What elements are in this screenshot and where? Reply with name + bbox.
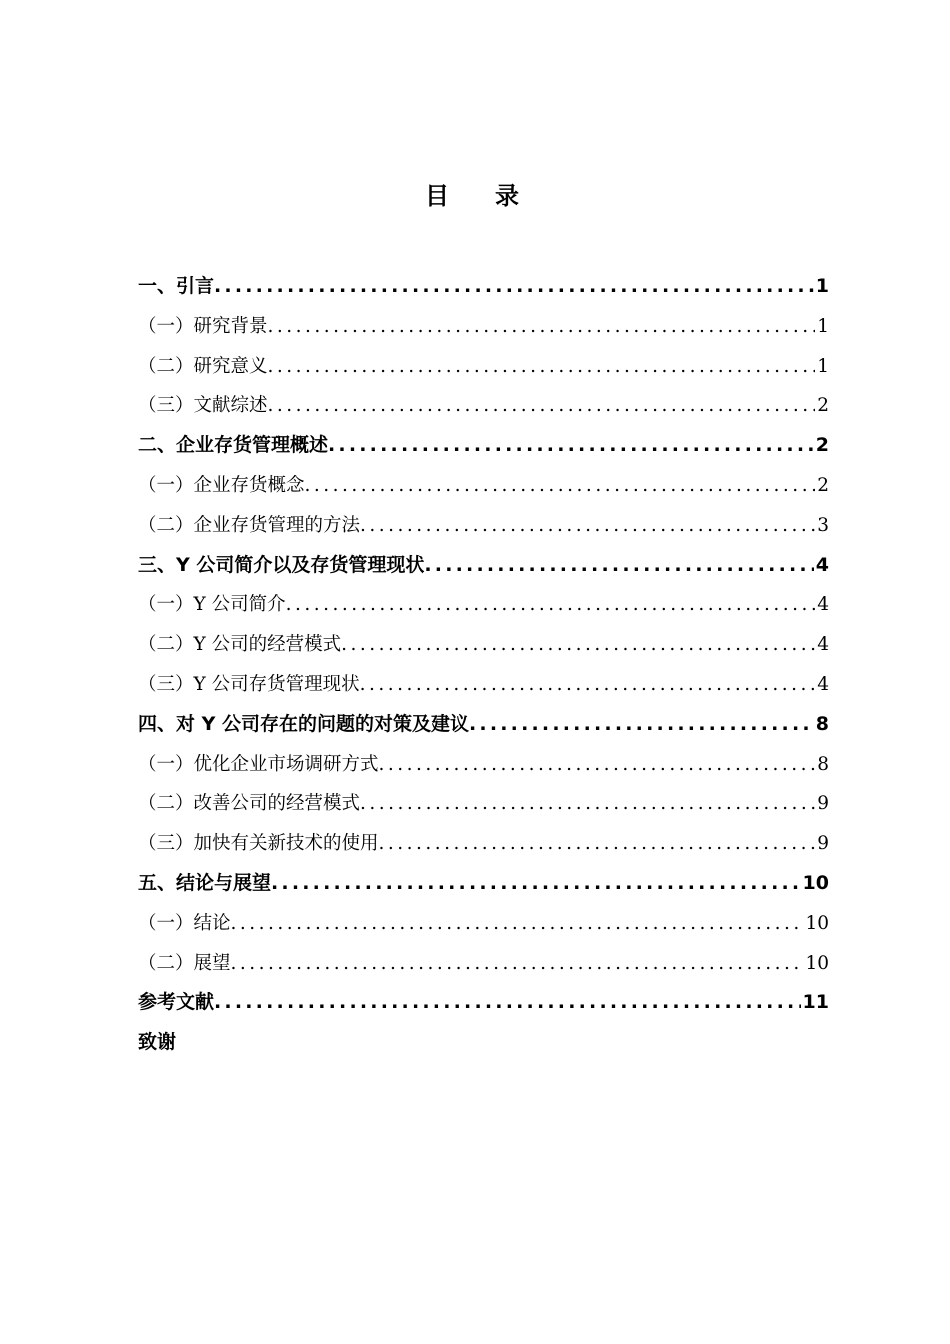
toc-entry-subsection[interactable] (138, 824, 829, 864)
toc-entry-title: （一）优化企业市场调研方式 (138, 753, 379, 775)
toc-entry-subsection[interactable] (138, 944, 829, 984)
toc-entry-title: 二、企业存货管理概述 (138, 434, 329, 457)
toc-dot-leader (360, 506, 815, 546)
toc-dot-leader (360, 784, 815, 824)
toc-page-number: 2 (817, 474, 829, 496)
toc-entry-title: 三、Y 公司简介以及存货管理现状 (138, 553, 425, 576)
toc-dot-leader (214, 983, 801, 1023)
toc-entry-subsection[interactable] (138, 745, 829, 785)
toc-entry-section[interactable] (138, 705, 829, 745)
toc-dot-leader (286, 585, 816, 625)
toc-dot-leader (271, 864, 801, 904)
toc-page-number: 9 (817, 833, 829, 855)
toc-page-number: 2 (815, 434, 829, 457)
toc-entry-subsection[interactable] (138, 665, 829, 705)
toc-title: 目录 (425, 182, 565, 210)
toc-entry-title: 致谢 (138, 1031, 177, 1054)
toc-entry-subsection[interactable] (138, 506, 829, 546)
toc-dot-leader (268, 307, 816, 347)
toc-dot-leader (214, 267, 814, 307)
toc-dot-leader (268, 386, 816, 426)
toc-entry-title: （三）Y 公司存货管理现状 (138, 673, 360, 695)
toc-entry-subsection[interactable] (138, 625, 829, 665)
toc-entry-title: （二）企业存货管理的方法 (138, 514, 361, 536)
toc-entry-title: （二）Y 公司的经营模式 (138, 634, 342, 656)
toc-entry-section[interactable] (138, 546, 829, 586)
toc-page-number: 10 (802, 871, 829, 894)
table-of-contents (138, 267, 829, 1063)
toc-dot-leader (231, 904, 804, 944)
toc-entry-section[interactable] (138, 426, 829, 466)
toc-page-number: 10 (805, 952, 829, 974)
toc-page-number: 2 (817, 395, 829, 417)
toc-entry-subsection[interactable] (138, 784, 829, 824)
toc-entry-title: （一）企业存货概念 (138, 474, 305, 496)
toc-dot-leader (469, 705, 814, 745)
toc-page-number: 8 (815, 712, 829, 735)
toc-entry-title: （一）结论 (138, 912, 231, 934)
toc-dot-leader (379, 745, 816, 785)
toc-dot-leader (360, 665, 816, 705)
toc-entry-subsection[interactable] (138, 307, 829, 347)
toc-entry-title: （一）研究背景 (138, 315, 268, 337)
toc-entry-subsection[interactable] (138, 904, 829, 944)
toc-dot-leader (341, 625, 815, 665)
toc-page-number: 4 (817, 594, 829, 616)
toc-entry-title: （三）文献综述 (138, 395, 268, 417)
toc-page-number: 10 (805, 912, 829, 934)
toc-entry-section[interactable] (138, 864, 829, 904)
toc-dot-leader (268, 347, 816, 387)
toc-page-number: 1 (817, 315, 829, 337)
toc-page-number: 11 (802, 991, 829, 1014)
toc-entry-subsection[interactable] (138, 386, 829, 426)
toc-entry-section[interactable] (138, 983, 829, 1023)
toc-entry-title: 参考文献 (138, 991, 215, 1014)
toc-page-number: 4 (817, 673, 829, 695)
toc-dot-leader (424, 546, 813, 586)
toc-page-number: 9 (817, 793, 829, 815)
toc-entry-title: 一、引言 (138, 275, 215, 297)
toc-page-number: 1 (815, 275, 829, 297)
toc-page-number: 8 (817, 753, 829, 775)
toc-entry-title: （二）研究意义 (138, 355, 268, 377)
toc-page-number: 4 (817, 634, 829, 656)
toc-page-number: 4 (815, 553, 829, 576)
toc-dot-leader (379, 824, 816, 864)
toc-entry-title: （一）Y 公司简介 (138, 594, 286, 616)
toc-entry-section[interactable] (138, 1023, 829, 1063)
toc-entry-title: （二）改善公司的经营模式 (138, 793, 361, 815)
toc-entry-subsection[interactable] (138, 466, 829, 506)
toc-entry-subsection[interactable] (138, 347, 829, 387)
toc-page-number: 1 (817, 355, 829, 377)
toc-dot-leader (328, 426, 814, 466)
toc-page-number: 3 (817, 514, 829, 536)
toc-dot-leader (231, 944, 804, 984)
toc-entry-title: 五、结论与展望 (138, 871, 272, 894)
toc-entry-title: 四、对 Y 公司存在的问题的对策及建议 (138, 712, 469, 735)
toc-entry-subsection[interactable] (138, 585, 829, 625)
toc-entry-title: （二）展望 (138, 952, 231, 974)
toc-entry-section[interactable] (138, 267, 829, 307)
toc-entry-title: （三）加快有关新技术的使用 (138, 833, 379, 855)
toc-dot-leader (305, 466, 816, 506)
